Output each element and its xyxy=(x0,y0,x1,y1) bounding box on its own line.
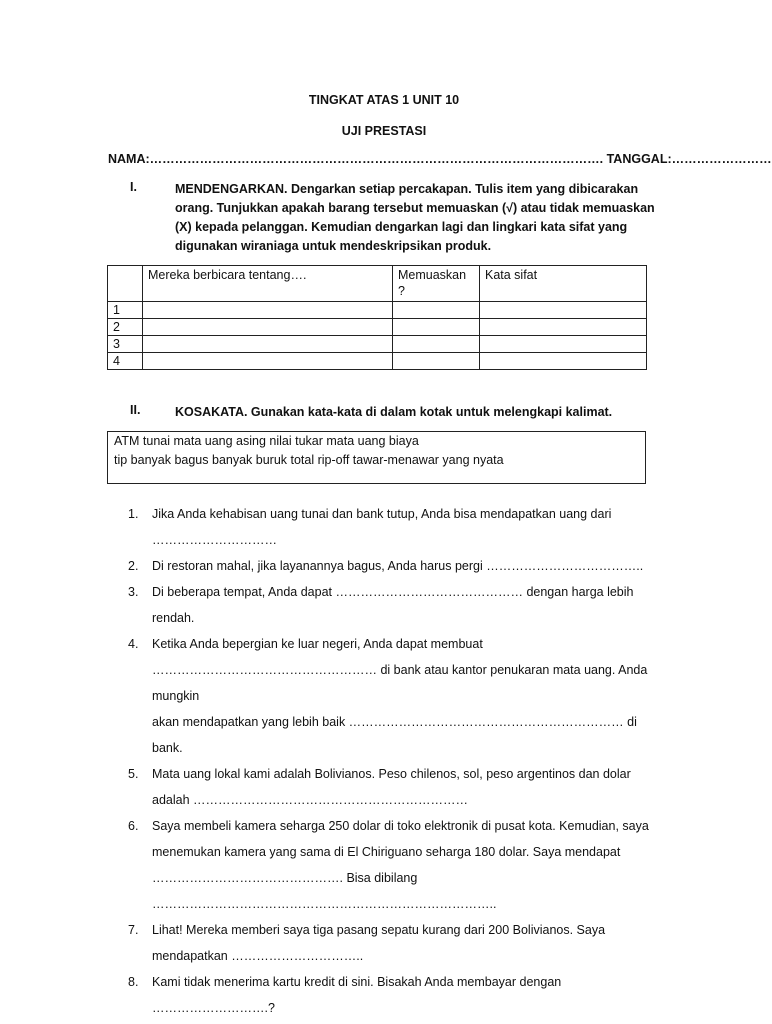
word-box-line: tip banyak bagus banyak buruk total rip-off tawar-menawar yang nyata xyxy=(114,453,504,467)
table-cell xyxy=(393,302,480,319)
question-line: mendapatkan ………………………….. xyxy=(152,949,364,963)
table-cell xyxy=(480,353,647,370)
table-cell xyxy=(393,336,480,353)
question-number: 3. xyxy=(128,585,139,599)
table-cell xyxy=(143,336,393,353)
table-cell xyxy=(143,319,393,336)
question-list xyxy=(128,501,668,1021)
table-row xyxy=(108,319,647,336)
question-number: 1. xyxy=(128,507,139,521)
row-number: 3 xyxy=(108,336,143,353)
question-item xyxy=(128,813,668,917)
section-1-instructions: MENDENGARKAN. Dengarkan setiap percakapan. Tulis item yang dibicarakan orang. Tunjukkan apakah barang tersebut memuaskan (√) atau tidak memuaskan (X) kepada pelanggan. Kemudian dengarkan lagi dan lingkari kata sifat yang digunakan wiraniaga untuk mendeskripsikan produk. xyxy=(175,182,655,253)
table-cell xyxy=(393,353,480,370)
question-number: 8. xyxy=(128,975,139,989)
table-row xyxy=(108,302,647,319)
table-cell xyxy=(143,353,393,370)
question-line: ………………………………………. Bisa dibilang ……………………………………………………………………….. xyxy=(152,871,497,911)
table-header-cell: Memuaskan ? xyxy=(393,266,480,302)
question-line: menemukan kamera yang sama di El Chiriguano seharga 180 dolar. Saya mendapat xyxy=(152,845,621,859)
row-number: 4 xyxy=(108,353,143,370)
table-header-cell: Mereka berbicara tentang…. xyxy=(143,266,393,302)
row-number: 2 xyxy=(108,319,143,336)
section-2-number: II. xyxy=(130,403,141,417)
table-cell xyxy=(143,302,393,319)
listening-table xyxy=(107,265,647,370)
question-item xyxy=(128,579,668,631)
table-row xyxy=(108,336,647,353)
question-item xyxy=(128,553,668,579)
question-line: Ketika Anda bepergian ke luar negeri, Anda dapat membuat xyxy=(152,637,483,651)
table-row xyxy=(108,353,647,370)
question-line: Jika Anda kehabisan uang tunai dan bank tutup, Anda bisa mendapatkan uang dari xyxy=(152,507,612,521)
table-header-cell: Kata sifat xyxy=(480,266,647,302)
row-number: 1 xyxy=(108,302,143,319)
question-number: 6. xyxy=(128,819,139,833)
vocabulary-word-box xyxy=(107,431,646,484)
question-number: 5. xyxy=(128,767,139,781)
question-item xyxy=(128,969,668,1021)
question-line: Kami tidak menerima kartu kredit di sini. Bisakah Anda membayar dengan xyxy=(152,975,562,989)
section-1-number: I. xyxy=(130,180,137,194)
question-line: adalah ………………………………………………………… xyxy=(152,793,469,807)
question-line: akan mendapatkan yang lebih baik ………………………………………………………… di bank. xyxy=(152,715,637,755)
question-line: Di beberapa tempat, Anda dapat ……………………………………… dengan harga lebih rendah. xyxy=(152,585,634,625)
question-line: ………………………… xyxy=(152,533,277,547)
table-header-row xyxy=(108,266,647,302)
question-line: ……………………….? xyxy=(152,1001,275,1015)
page-subtitle: UJI PRESTASI xyxy=(341,124,427,138)
question-line: Lihat! Mereka memberi saya tiga pasang sepatu kurang dari 200 Bolivianos. Saya xyxy=(152,923,606,937)
question-line: ……………………………………………… di bank atau kantor penukaran mata uang. Anda mungkin xyxy=(152,663,648,703)
question-number: 4. xyxy=(128,637,139,651)
table-cell xyxy=(480,302,647,319)
table-cell xyxy=(480,336,647,353)
question-item xyxy=(128,917,668,969)
name-date-line: NAMA:………………………………………………………………………………………………. TANGGAL:…………………… xyxy=(108,152,772,166)
question-line: Di restoran mahal, jika layanannya bagus, Anda harus pergi ……………………………….. xyxy=(152,559,644,573)
question-item xyxy=(128,501,668,553)
table-header-cell xyxy=(108,266,143,302)
section-2-instructions: KOSAKATA. Gunakan kata-kata di dalam kotak untuk melengkapi kalimat. xyxy=(175,405,613,419)
question-item xyxy=(128,761,668,813)
question-number: 2. xyxy=(128,559,139,573)
page-title: TINGKAT ATAS 1 UNIT 10 xyxy=(308,93,460,107)
table-cell xyxy=(393,319,480,336)
question-item xyxy=(128,631,668,761)
question-line: Saya membeli kamera seharga 250 dolar di toko elektronik di pusat kota. Kemudian, saya xyxy=(152,819,649,833)
question-number: 7. xyxy=(128,923,139,937)
word-box-line: ATM tunai mata uang asing nilai tukar mata uang biaya xyxy=(114,434,419,448)
table-cell xyxy=(480,319,647,336)
question-line: Mata uang lokal kami adalah Bolivianos. Peso chilenos, sol, peso argentinos dan dolar xyxy=(152,767,631,781)
